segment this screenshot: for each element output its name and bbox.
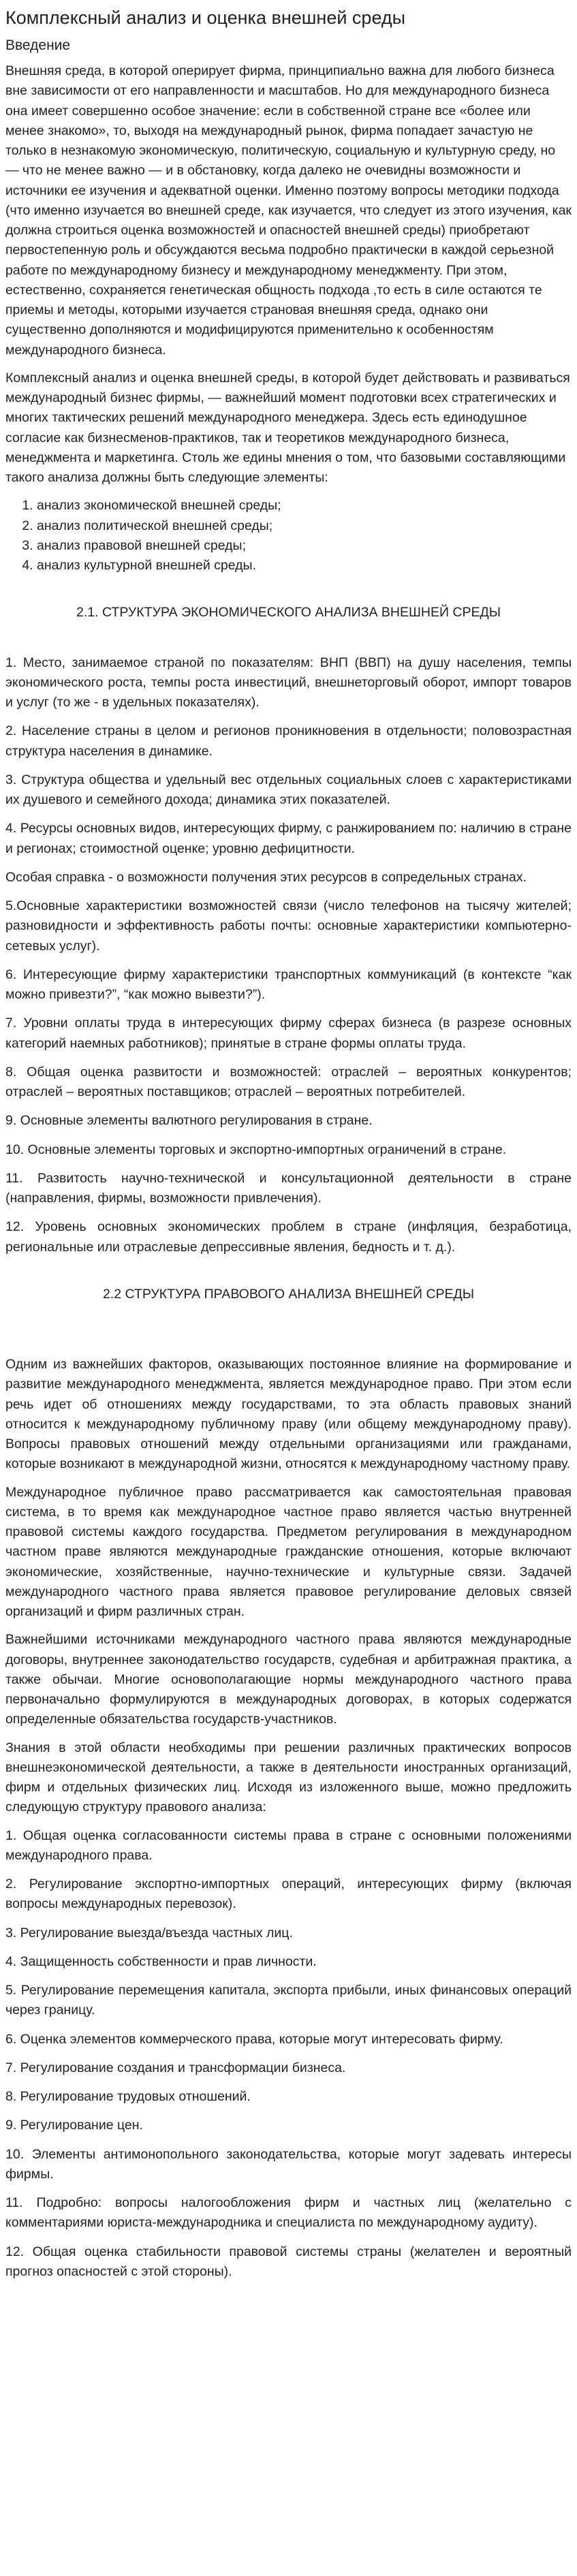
list-item: 4. Ресурсы основных видов, интересующих фирму, с ранжированием по: наличию в стране и регионах; стоимостной оценке; уровню дефицитности.: [5, 821, 572, 856]
list-item: 5. Регулирование перемещения капитала, экспорта прибыли, иных финансовых операций через границу.: [5, 1983, 572, 2018]
list-item: 5.Основные характеристики возможностей связи (число телефонов на тысячу жителей; разновидности и эффективность работы почты: основные характеристики компьютерно-сетевых услуг).: [5, 898, 572, 954]
legal-paragraph: Важнейшими источниками международного частного права являются международные договоры, внутреннее законодательство государств, судебная и арбитражная практика, а также обычаи. Многие основополагающие нормы международного частного права первоначально формулируются в международных договорах, в которых содержатся определенные обязательства государств-участников.: [5, 1632, 572, 1727]
list-item: 10. Основные элементы торговых и экспортно-импортных ограничений в стране.: [5, 1142, 507, 1157]
list-item: 12. Общая оценка стабильности правовой системы страны (желателен и вероятный прогноз опасностей с этой стороны).: [5, 2244, 572, 2279]
list-item: 11. Подробно: вопросы налогообложения фирм и частных лиц (желательно с комментариями юриста-международника и специалиста по международному аудиту).: [5, 2195, 572, 2231]
legal-paragraph: Международное публичное право рассматривается как самостоятельная правовая система, в то время как международное частное право является частью внутренней правовой системы каждого государства. Предметом регулирования в международном частном праве являются международные гражданские отношения, которые включают экономические, хозяйственные, научно-технические и культурные связи. Задачей международного частного права является правовое регулирование деловых связей организаций и фирм различных стран.: [5, 1484, 572, 1619]
list-item: Особая справка - о возможности получения этих ресурсов в сопредельных странах.: [5, 869, 527, 885]
list-item: 4. анализ культурной внешней среды.: [37, 556, 572, 576]
list-item: 2. анализ политической внешней среды;: [37, 516, 572, 536]
list-item: 1. Общая оценка согласованности системы права в стране с основными положениями международного права.: [5, 1827, 572, 1863]
intro-list: [5, 496, 572, 576]
article: [0, 4, 577, 2318]
legal-paragraph: Одним из важнейших факторов, оказывающих постоянное влияние на формирование и развитие международного менеджмента, является международное право. При этом если речь идет об отношениях между государствами, то эта область правовых знаний относится к международному публичному праву (или общему международному праву). Вопросы правовых отношений между отдельными организациями или гражданами, которые возникают в международной жизни, относятся к международному частному праву.: [5, 1357, 572, 1472]
list-item: 7. Уровни оплаты труда в интересующих фирму сферах бизнеса (в разрезе основных категорий наемных работников); принятые в стране формы оплаты труда.: [5, 1016, 572, 1051]
list-item: 2. Население страны в целом и регионов проникновения в отдельности; половозрастная структура населения в динамике.: [5, 723, 572, 759]
list-item: 4. Защищенность собственности и прав личности.: [5, 1953, 317, 1969]
list-item: 9. Основные элементы валютного регулирования в стране.: [5, 1113, 373, 1129]
list-item: 1. анализ экономической внешней среды;: [37, 496, 572, 516]
list-item: 7. Регулирование создания и трансформации бизнеса.: [5, 2060, 346, 2075]
intro-paragraph: Внешняя среда, в которой оперирует фирма, принципиально важна для любого бизнеса вне зависимости от его направленности и масштабов. Но для международного бизнеса она имеет совершенно особое значение: если в собственной стране все «более или менее знакомо», то, выходя на международный рынок, фирма попадает зачастую не только в незнакомую экономическую, политическую, социальную и культурную среду, но — что не менее важно — и в обстановку, когда далеко не очевидны возможности и источники ее изучения и адекватной оценки. Именно поэтому вопросы методики подхода (что именно изучается во внешней среде, как изучается, что следует из этого изучения, как должна строиться оценка возможностей и опасностей внешней среды) приобретают первостепенную роль и обсуждаются весьма подробно практически в каждой серьезной работе по международному бизнесу и международному менеджменту. При этом, естественно, сохраняется генетическая общность подхода ,то есть в силе остаются те приемы и методы, которыми изучается страновая внешняя среда, однако они существенно дополняются и модифицируются применительно к особенностям международного бизнеса.: [5, 63, 572, 358]
list-item: 11. Развитость научно-технической и консультационной деятельности в стране (направления, фирмы, возможности привлечения).: [5, 1170, 572, 1206]
list-item: 1. Место, занимаемое страной по показателям: ВНП (ВВП) на душу населения, темпы экономического роста, темпы роста инвестиций, внешнеторговый оборот, импорт товаров и услуг (то же - в удельных показателях).: [5, 655, 572, 710]
list-item: 10. Элементы антимонопольного законодательства, которые могут задевать интересы фирмы.: [5, 2146, 572, 2182]
list-item: 6. Оценка элементов коммерческого права, которые могут интересовать фирму.: [5, 2031, 503, 2047]
list-item: 12. Уровень основных экономических проблем в стране (инфляция, безработица, региональные или отраслевые депрессивные явления, бедность и т. д.).: [5, 1219, 572, 1255]
list-item: 8. Общая оценка развитости и возможностей: отраслей – вероятных конкурентов; отраслей – вероятных поставщиков; отраслей – вероятных потребителей.: [5, 1064, 572, 1099]
legal-analysis-items: [5, 1826, 572, 2282]
section-heading-legal: 2.2 СТРУКТУРА ПРАВОВОГО АНАЛИЗА ВНЕШНЕЙ СРЕДЫ: [102, 1286, 475, 1302]
list-item: 2. Регулирование экспортно-импортных операций, интересующих фирму (включая вопросы международных перевозок).: [5, 1876, 572, 1912]
list-item: 3. Регулирование выезда/въезда частных лиц.: [5, 1925, 293, 1941]
list-item: 3. Структура общества и удельный вес отдельных социальных слоев с характеристиками их душевого и семейного дохода; динамика этих показателей.: [5, 772, 572, 807]
spacer: [5, 1334, 572, 1355]
section-heading-economic: 2.1. СТРУКТУРА ЭКОНОМИЧЕСКОГО АНАЛИЗА ВНЕШНЕЙ СРЕДЫ: [76, 605, 501, 621]
intro-paragraph: Комплексный анализ и оценка внешней среды, в которой будет действовать и развиваться международный бизнес фирмы, — важнейший момент подготовки всех стратегических и многих тактических решений международного менеджера. Здесь есть единодушное согласие как бизнесменов-практиков, так и теоретиков международного бизнеса, менеджмента и маркетинга. Столь же едины мнения о том, что базовыми составляющими такого анализа должны быть следующие элементы:: [5, 370, 570, 485]
list-item: 3. анализ правовой внешней среды;: [37, 536, 572, 556]
economic-analysis-items: [5, 653, 572, 1257]
list-item: 8. Регулирование трудовых отношений.: [5, 2089, 251, 2104]
list-item: 9. Регулирование цен.: [5, 2118, 143, 2133]
list-item: 6. Интересующие фирму характеристики транспортных коммуникаций (в контексте “как можно привезти?”, “как можно вывезти?”).: [5, 967, 572, 1002]
page-title: Комплексный анализ и оценка внешней среды: [5, 7, 406, 28]
subtitle: Введение: [5, 37, 71, 53]
legal-paragraph: Знания в этой области необходимы при решении различных практических вопросов внешнеэкономической деятельности, а также в деятельности иностранных организаций, фирм и отдельных физических лиц. Исходя из изложенного выше, можно предложить следующую структуру правового анализа:: [5, 1740, 572, 1815]
